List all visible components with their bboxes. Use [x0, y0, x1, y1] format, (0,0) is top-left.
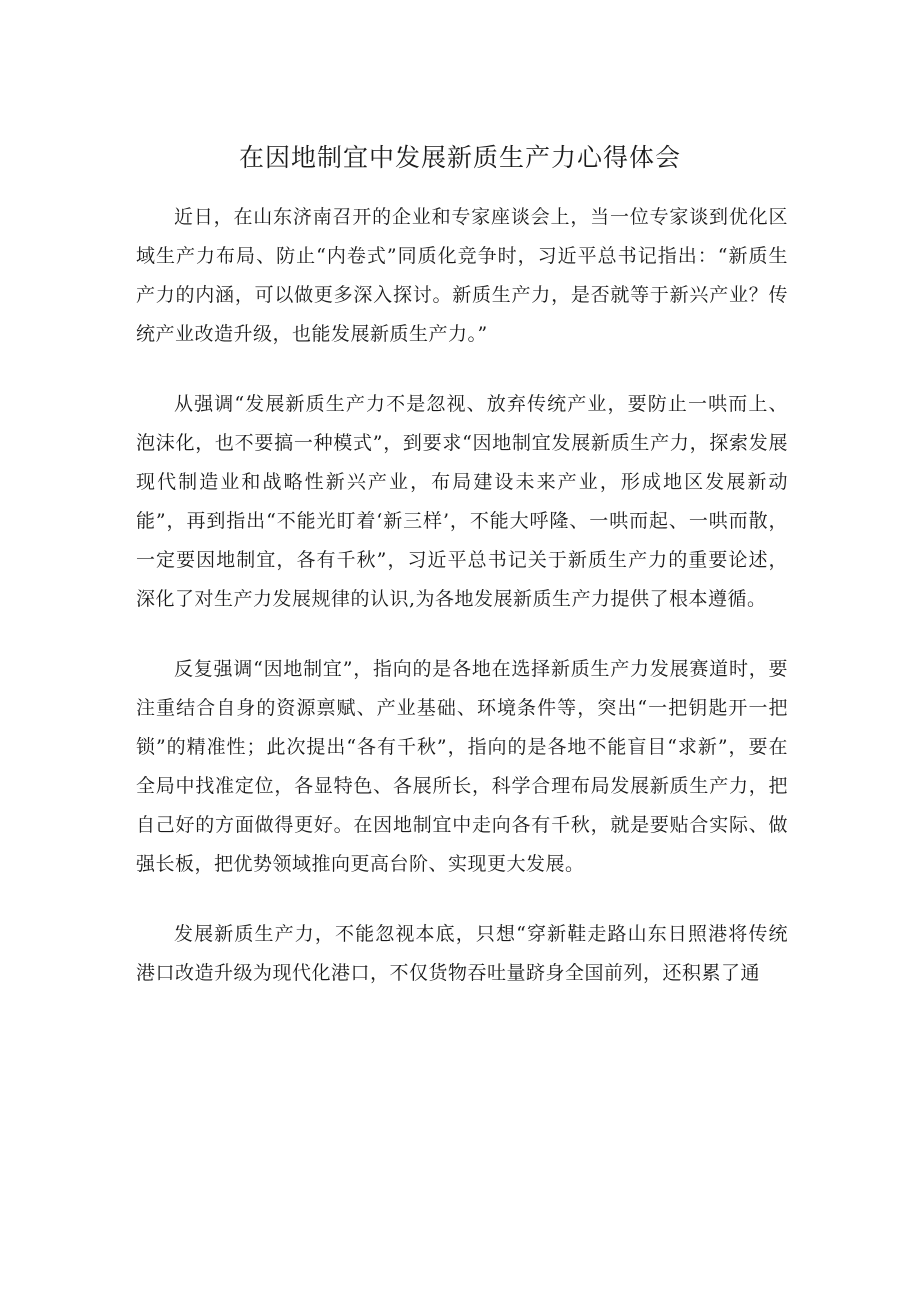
- document-body: [136, 198, 788, 1024]
- paragraph-3: 反复强调“因地制宜”，指向的是各地在选择新质生产力发展赛道时，要注重结合自身的资源禀赋、产业基础、环境条件等，突出“一把钥匙开一把锁”的精准性；此次提出“各有千秋”，指向的是各地不能盲目“求新”，要在全局中找准定位，各显特色、各展所长，科学合理布局发展新质生产力，把自己好的方面做得更好。在因地制宜中走向各有千秋，就是要贴合实际、做强长板，把优势领域推向更高台阶、实现更大发展。: [136, 658, 788, 875]
- paragraph-2: 从强调“发展新质生产力不是忽视、放弃传统产业，要防止一哄而上、泡沫化，也不要搞一种模式”，到要求“因地制宜发展新质生产力，探索发展现代制造业和战略性新兴产业，布局建设未来产业，形成地区发展新动能”，再到指出“不能光盯着‘新三样’，不能大呼隆、一哄而起、一哄而散，一定要因地制宜，各有千秋”，习近平总书记关于新质生产力的重要论述，深化了对生产力发展规律的认识,为各地发展新质生产力提供了根本遵循。: [136, 393, 788, 610]
- document-title: 在因地制宜中发展新质生产力心得体会: [238, 143, 681, 172]
- paragraph-1: 近日，在山东济南召开的企业和专家座谈会上，当一位专家谈到优化区域生产力布局、防止“内卷式”同质化竞争时，习近平总书记指出：“新质生产力的内涵，可以做更多深入探讨。新质生产力，是否就等于新兴产业？传统产业改造升级，也能发展新质生产力。”: [136, 206, 788, 345]
- paragraph-4: 发展新质生产力，不能忽视本底，只想“穿新鞋走路山东日照港将传统港口改造升级为现代化港口，不仅货物吞吐量跻身全国前列，还积累了通: [136, 923, 788, 984]
